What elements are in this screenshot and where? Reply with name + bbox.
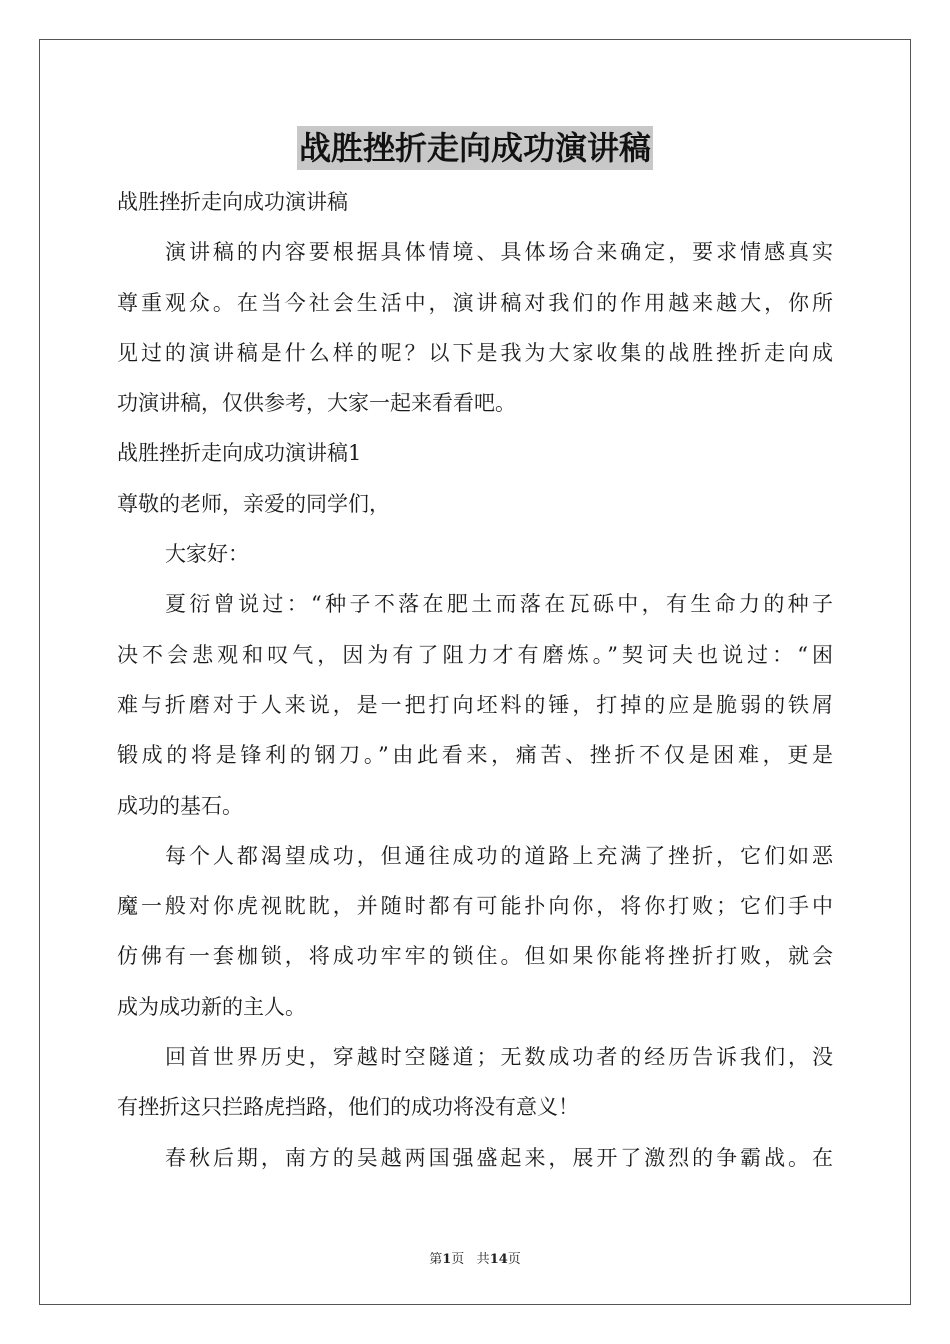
footer-total-suffix: 页: [507, 1252, 521, 1267]
text-line: 尊重观众。在当今社会生活中，演讲稿对我们的作用越来越大，你所: [117, 290, 833, 315]
document-body: [117, 177, 833, 1183]
text-line: 仿佛有一套枷锁，将成功牢牢的锁住。但如果你能将挫折打败，就会: [117, 944, 833, 969]
footer-prefix: 第: [429, 1252, 443, 1267]
text-line: 战胜挫折走向成功演讲稿1: [117, 441, 362, 466]
footer-page-word: 页: [451, 1252, 465, 1267]
text-line: 决不会悲观和叹气，因为有了阻力才有磨炼。”契诃夫也说过：“困: [117, 642, 833, 667]
text-line: 难与折磨对于人来说，是一把打向坯料的锤，打掉的应是脆弱的铁屑: [117, 692, 833, 717]
text-line: 成功的基石。: [117, 793, 243, 818]
footer-total-prefix: 共: [476, 1252, 490, 1267]
current-page-number: 1: [442, 1252, 452, 1267]
text-line: 成为成功新的主人。: [117, 994, 306, 1019]
text-line: 见过的演讲稿是什么样的呢？以下是我为大家收集的战胜挫折走向成: [117, 340, 833, 365]
text-line: 有挫折这只拦路虎挡路，他们的成功将没有意义！: [117, 1095, 579, 1120]
text-line: 功演讲稿，仅供参考，大家一起来看看吧。: [117, 391, 516, 416]
text-line: 锻成的将是锋利的钢刀。”由此看来，痛苦、挫折不仅是困难，更是: [117, 743, 833, 768]
text-line: 春秋后期，南方的吴越两国强盛起来，展开了激烈的争霸战。在: [165, 1145, 833, 1170]
text-line: 尊敬的老师，亲爱的同学们，: [117, 491, 390, 516]
text-line: 魔一般对你虎视眈眈，并随时都有可能扑向你，将你打败；它们手中: [117, 894, 833, 919]
text-line: 每个人都渴望成功，但通往成功的道路上充满了挫折，它们如恶: [165, 843, 833, 868]
page-footer: [0, 1248, 950, 1267]
text-line: 回首世界历史，穿越时空隧道；无数成功者的经历告诉我们，没: [165, 1045, 833, 1070]
text-line: 大家好：: [165, 542, 249, 567]
text-line: 夏衍曾说过：“种子不落在肥土而落在瓦砾中，有生命力的种子: [165, 592, 833, 617]
text-line: 战胜挫折走向成功演讲稿: [117, 190, 348, 214]
document-title: 战胜挫折走向成功演讲稿: [297, 126, 653, 170]
text-line: 演讲稿的内容要根据具体情境、具体场合来确定，要求情感真实: [165, 240, 833, 265]
total-pages-number: 14: [489, 1252, 508, 1267]
title-container: [0, 126, 950, 170]
